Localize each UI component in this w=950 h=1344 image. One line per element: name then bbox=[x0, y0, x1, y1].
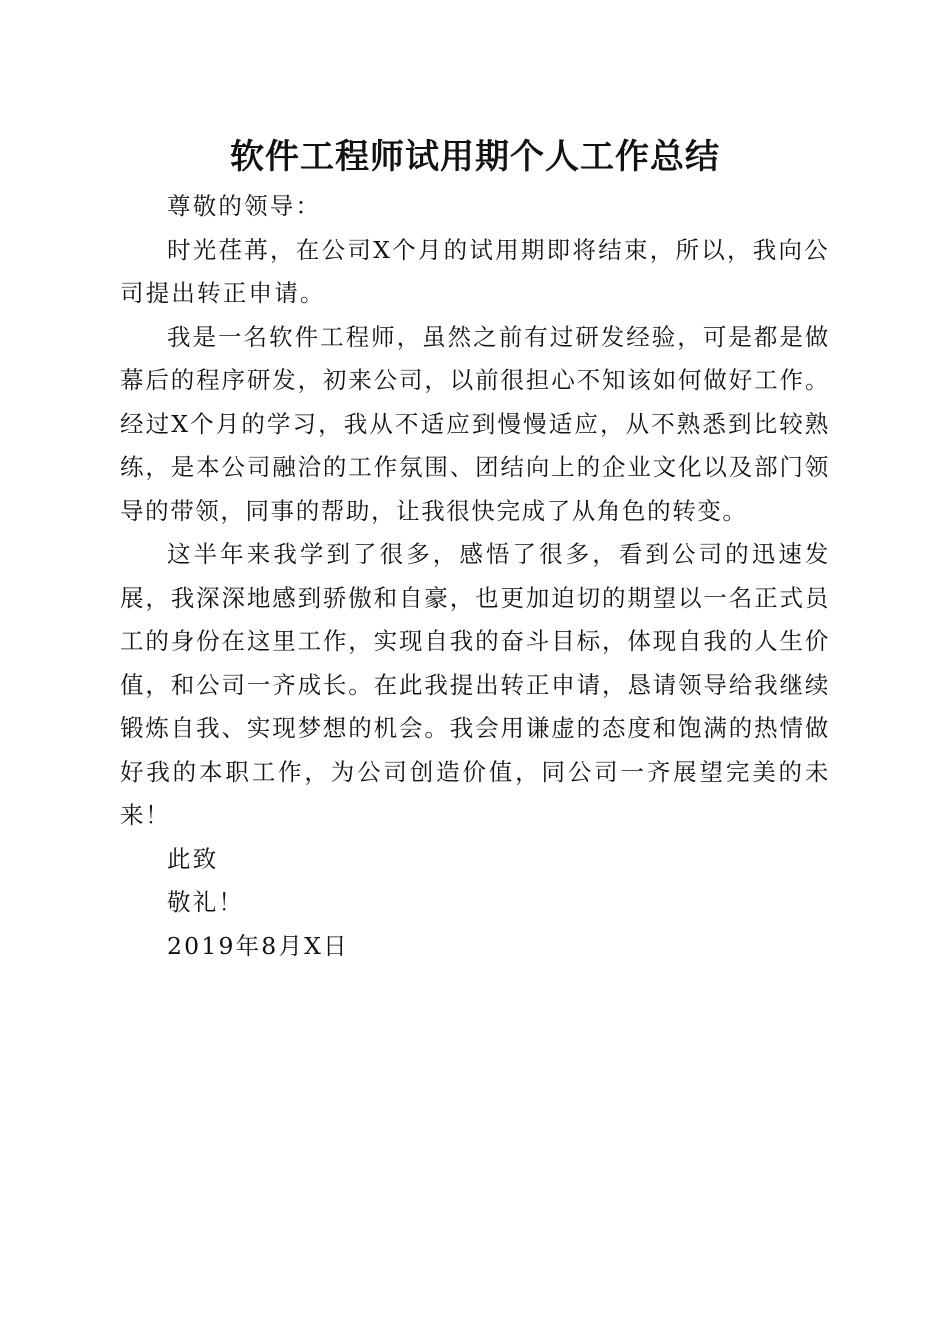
document-body bbox=[120, 185, 830, 968]
closing-line-2: 敬礼！ bbox=[167, 888, 245, 916]
paragraph-3: 这半年来我学到了很多，感悟了很多，看到公司的迅速发展，我深深地感到骄傲和自豪，也更加迫切的期望以一名正式员工的身份在这里工作，实现自我的奋斗目标，体现自我的人生价值，和公司一齐成长。在此我提出转正申请，恳请领导给我继续锻炼自我、实现梦想的机会。我会用谦虚的态度和饱满的热情做好我的本职工作，为公司创造价值，同公司一齐展望完美的未来！ bbox=[120, 540, 830, 829]
document-date: 2019年8月X日 bbox=[167, 931, 349, 960]
closing-line-1: 此致 bbox=[167, 844, 219, 873]
document-title: 软件工程师试用期个人工作总结 bbox=[230, 137, 720, 177]
paragraph-2: 我是一名软件工程师，虽然之前有过研发经验，可是都是做幕后的程序研发，初来公司，以前很担心不知该如何做好工作。经过X个月的学习，我从不适应到慢慢适应，从不熟悉到比较熟练，是本公司融洽的工作氛围、团结向上的企业文化以及部门领导的带领，同事的帮助，让我很快完成了从角色的转变。 bbox=[120, 322, 830, 525]
salutation: 尊敬的领导： bbox=[167, 192, 322, 220]
paragraph-1: 时光荏苒，在公司X个月的试用期即将结束，所以，我向公司提出转正申请。 bbox=[120, 235, 830, 307]
